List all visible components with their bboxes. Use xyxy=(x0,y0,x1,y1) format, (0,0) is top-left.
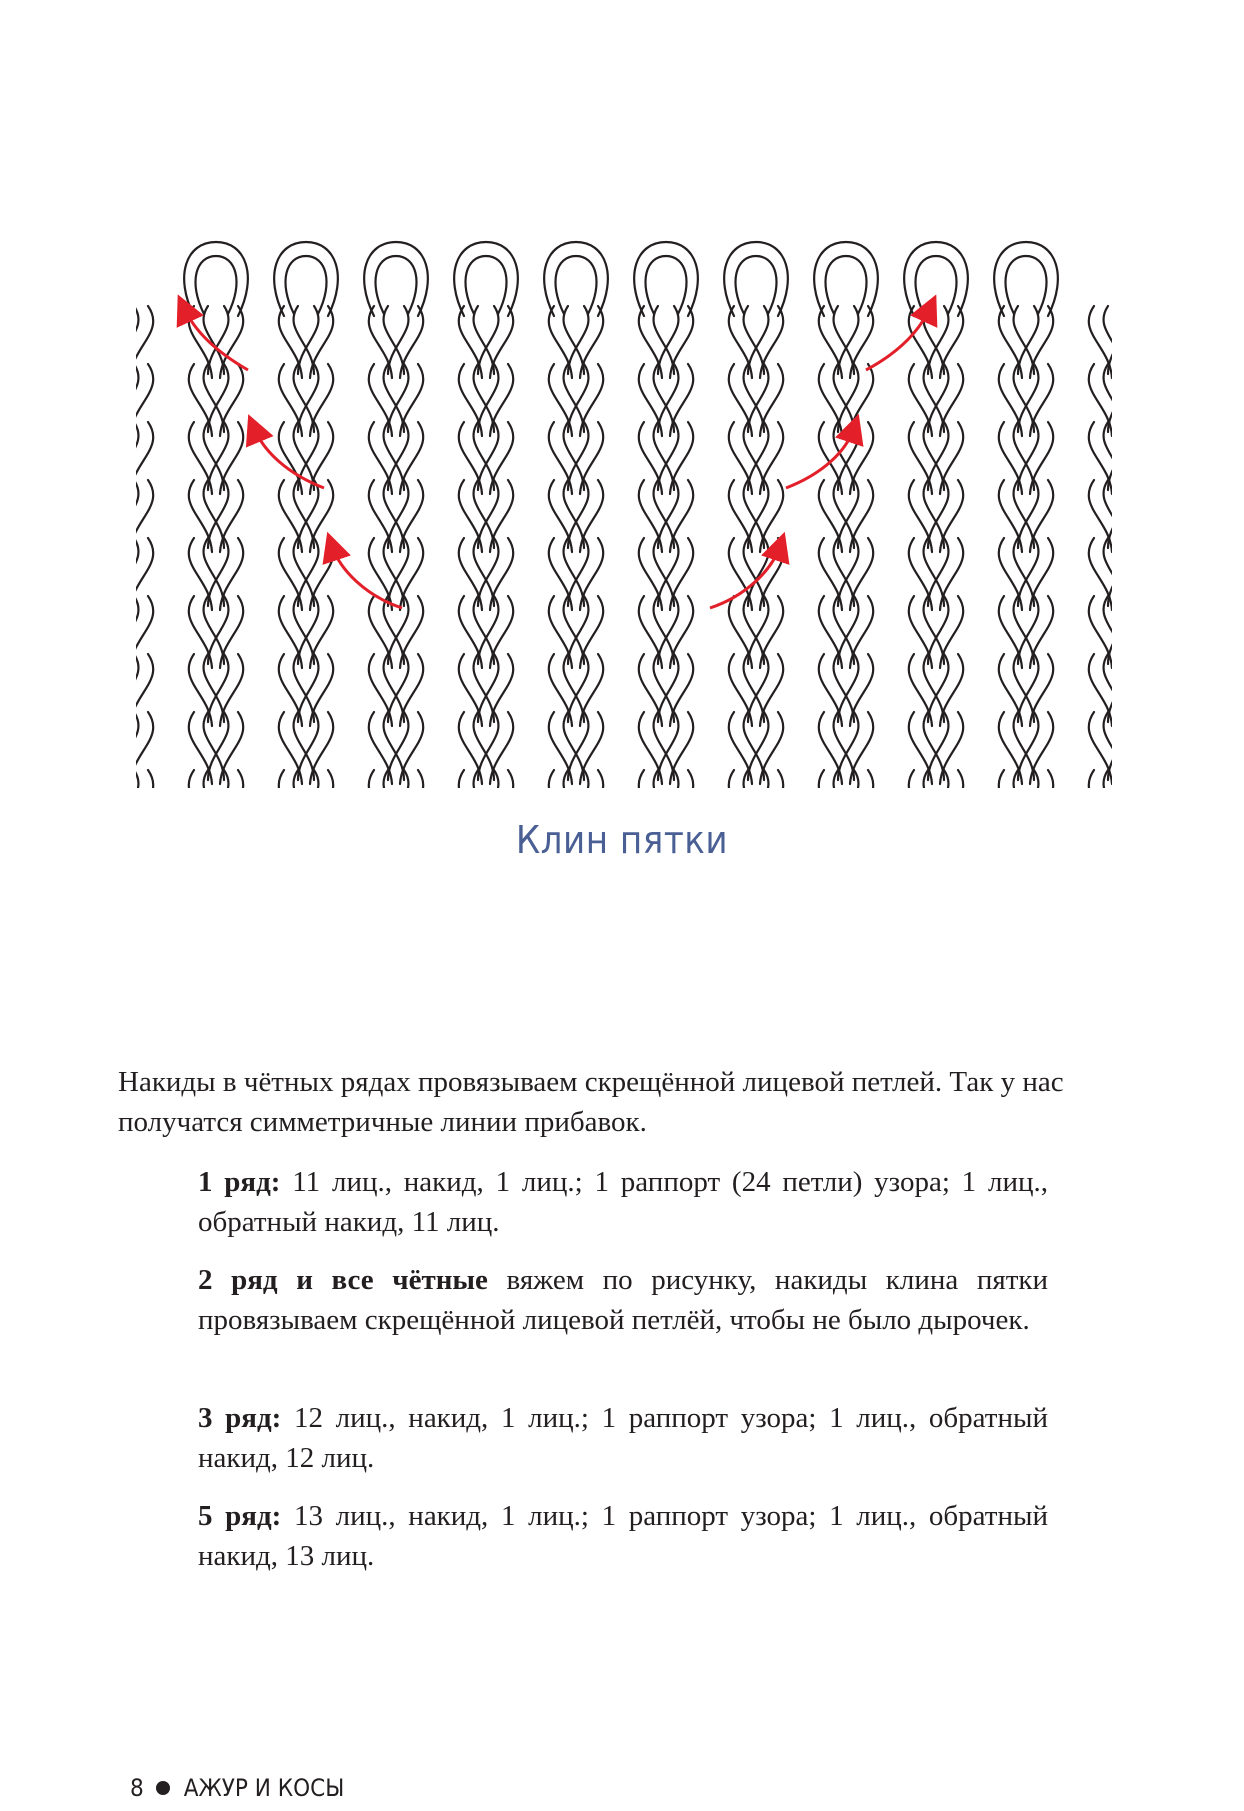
step-row-3 xyxy=(198,1398,1048,1478)
stitch-loop-inner xyxy=(645,256,686,314)
stitch-loop-inner xyxy=(375,256,416,314)
stitch-loop xyxy=(994,242,1058,316)
step-text: 11 лиц., накид, 1 лиц.; 1 раппорт (24 петли) узора; 1 лиц., обратный накид, 11 лиц. xyxy=(198,1166,1048,1238)
step-label: 5 ряд: xyxy=(198,1500,282,1532)
step-text: 12 лиц., накид, 1 лиц.; 1 раппорт узора; 1 лиц., обратный накид, 12 лиц. xyxy=(198,1402,1048,1474)
page-footer xyxy=(130,1774,344,1802)
stitch-loop xyxy=(274,242,338,316)
stitch-loop xyxy=(184,242,248,316)
figure-title: Клин пятки xyxy=(515,818,729,862)
knitting-stitch-diagram-icon xyxy=(136,236,1112,788)
increase-arrow-icon xyxy=(332,546,402,608)
stitch-loop xyxy=(724,242,788,316)
increase-arrow-icon xyxy=(866,308,930,370)
stitch-loop-inner xyxy=(465,256,506,314)
step-text: 13 лиц., накид, 1 лиц.; 1 раппорт узора; 1 лиц., обратный накид, 13 лиц. xyxy=(198,1500,1048,1572)
stitch-loop xyxy=(364,242,428,316)
stitch-loop-inner xyxy=(915,256,956,314)
step-label: 1 ряд: xyxy=(198,1166,281,1198)
step-row-1 xyxy=(198,1162,1048,1242)
stitch-loop xyxy=(904,242,968,316)
section-title: АЖУР И КОСЫ xyxy=(183,1774,345,1802)
stitch-loop-inner xyxy=(195,256,236,314)
stitch-loop xyxy=(544,242,608,316)
step-text: вяжем по рисунку, накиды клина пятки провязываем скрещённой лицевой петлёй, чтобы не было дырочек. xyxy=(198,1264,1048,1336)
stitch-loop xyxy=(454,242,518,316)
bullet-dot-icon xyxy=(156,1781,170,1795)
stitch-loop-inner xyxy=(825,256,866,314)
stitch-loop xyxy=(634,242,698,316)
knitting-diagram xyxy=(136,236,1112,788)
increase-arrow-icon xyxy=(184,308,248,370)
intro-paragraph: Накиды в чётных рядах провязываем скрещённой лицевой петлей. Так у нас получатся симметричные линии прибавок. xyxy=(118,1066,1064,1138)
stitch-loop xyxy=(814,242,878,316)
increase-arrow-icon xyxy=(710,546,780,608)
stitch-loop-inner xyxy=(735,256,776,314)
step-row-5 xyxy=(198,1496,1048,1576)
stitch-loop-inner xyxy=(1005,256,1046,314)
stitch-loop-inner xyxy=(555,256,596,314)
step-row-2 xyxy=(198,1260,1048,1340)
step-label: 3 ряд: xyxy=(198,1402,282,1434)
page-number: 8 xyxy=(130,1774,144,1802)
step-label: 2 ряд и все чётные xyxy=(198,1264,488,1296)
stitch-loop-inner xyxy=(285,256,326,314)
